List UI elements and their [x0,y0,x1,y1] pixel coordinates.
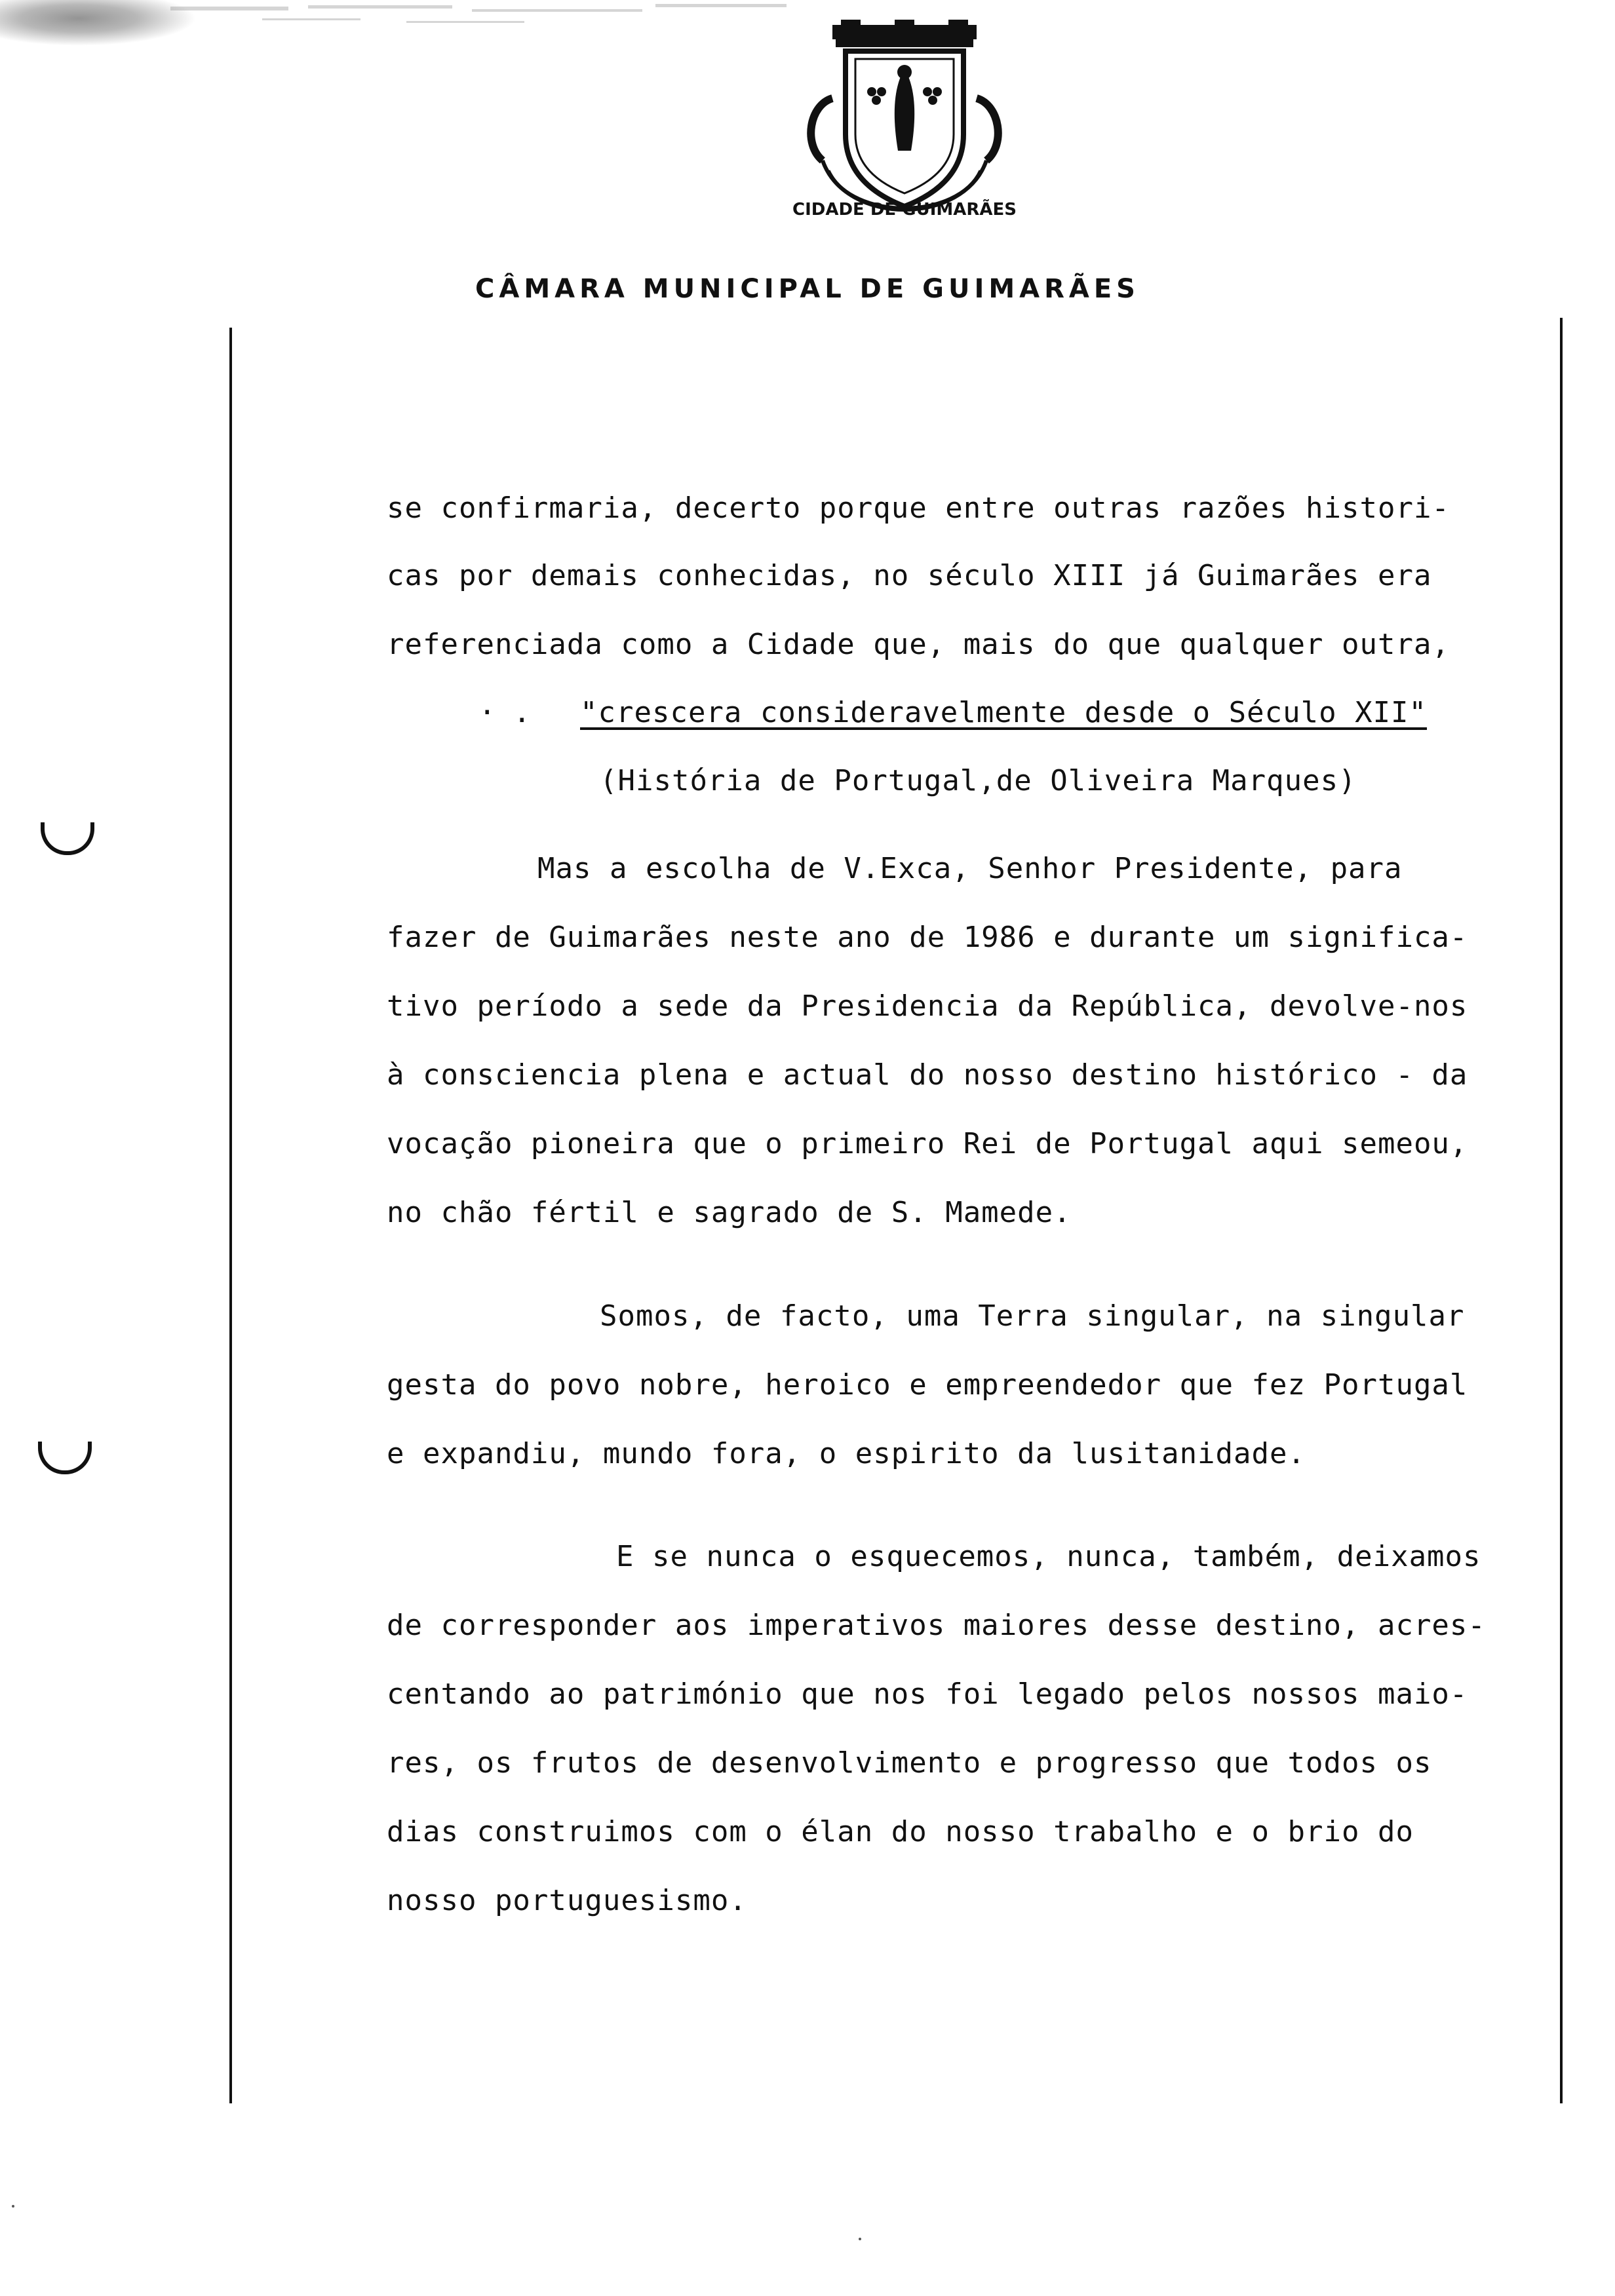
crest-motto: CIDADE DE GUIMARÃES [792,200,1017,220]
scan-speck [12,2205,14,2208]
body-line: fazer de Guimarães neste ano de 1986 e durante um significa- [387,921,1468,954]
punch-hole-icon [38,1442,92,1474]
body-line: res, os frutos de desenvolvimento e progresso que todos os [387,1746,1432,1780]
institution-title: CÂMARA MUNICIPAL DE GUIMARÃES [475,274,1140,304]
body-line: gesta do povo nobre, heroico e empreendedor que fez Portugal [387,1368,1468,1402]
right-margin-rule [1560,318,1563,2103]
body-line: dias construimos com o élan do nosso trabalho e o brio do [387,1815,1414,1848]
left-margin-rule [229,328,232,2103]
body-line: à consciencia plena e actual do nosso destino histórico - da [387,1058,1468,1092]
body-line: vocação pioneira que o primeiro Rei de Portugal aqui semeou, [387,1127,1468,1160]
body-line: centando ao património que nos foi legado pelos nossos maio- [387,1677,1468,1711]
body-line: tivo período a sede da Presidencia da República, devolve-nos [387,989,1468,1023]
body-line: cas por demais conhecidas, no século XIII já Guimarães era [387,559,1432,592]
municipal-coat-of-arms-icon [783,20,1026,236]
paragraph-start: E se nunca o esquecemos, nunca, também, deixamos [616,1540,1481,1573]
body-line: se confirmaria, decerto porque entre outras razões histori- [387,491,1450,525]
punch-hole-icon [41,822,94,855]
paragraph-start: Mas a escolha de V.Exca, Senhor Presidente, para [537,852,1403,885]
body-line: de corresponder aos imperativos maiores desse destino, acres- [387,1609,1486,1642]
scan-speck [859,2238,861,2240]
citation: (História de Portugal,de Oliveira Marques) [600,764,1357,797]
body-line: e expandiu, mundo fora, o espirito da lusitanidade. [387,1437,1306,1470]
body-line: no chão fértil e sagrado de S. Mamede. [387,1196,1072,1229]
scan-noise [0,0,918,39]
body-line: nosso portuguesismo. [387,1884,747,1917]
paragraph-start: Somos, de facto, uma Terra singular, na singular [600,1299,1465,1333]
scan-dots: · . [478,696,531,729]
quotation: "crescera consideravelmente desde o Século XII" [580,696,1428,729]
body-line: referenciada como a Cidade que, mais do que qualquer outra, [387,628,1450,661]
